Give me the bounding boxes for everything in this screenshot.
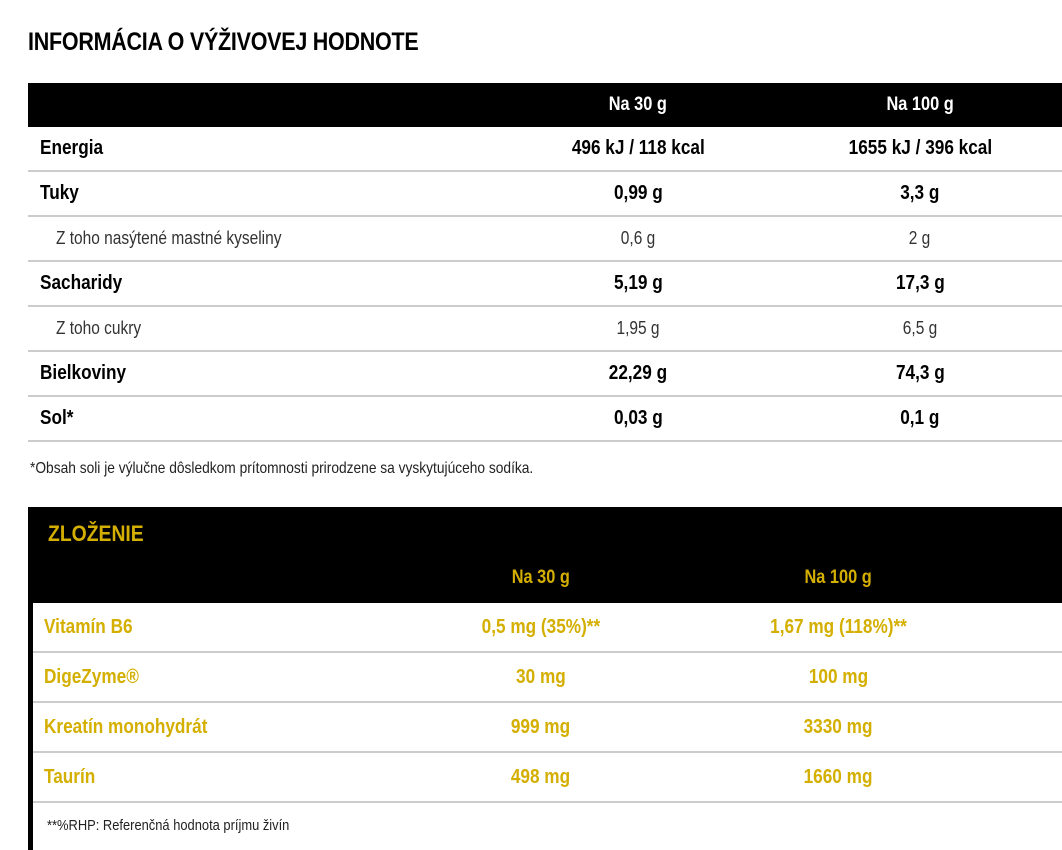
- value-per30: 0,6 g: [620, 228, 656, 248]
- table-row-nasytene: [28, 217, 1062, 262]
- row-label: Kreatín monohydrát: [44, 715, 208, 738]
- value-per30: 0,99 g: [613, 182, 663, 204]
- nutrition-table-header: [28, 83, 1062, 127]
- table-row-sacharidy: [28, 262, 1062, 307]
- value-per30: 999 mg: [511, 715, 571, 738]
- table-row-kreatin: [33, 703, 1062, 753]
- row-label: Energia: [40, 137, 104, 159]
- value-per30: 0,5 mg (35%)**: [481, 615, 601, 638]
- nutrition-table: [28, 83, 1062, 442]
- table-row-bielkoviny: [28, 352, 1062, 397]
- row-label: Vitamín B6: [44, 615, 133, 638]
- row-label: Z toho nasýtené mastné kyseliny: [56, 228, 282, 248]
- table-row-cukry: [28, 307, 1062, 352]
- value-per100: 100 mg: [808, 665, 868, 688]
- row-label: DigeZyme®: [44, 665, 139, 688]
- header-per30: Na 30 g: [511, 567, 570, 588]
- table-row-tuky: [28, 172, 1062, 217]
- row-label: Z toho cukry: [56, 318, 142, 338]
- value-per100: 1,67 mg (118%)**: [769, 615, 907, 638]
- header-per100: Na 100 g: [804, 567, 872, 588]
- header-per30: Na 30 g: [608, 94, 668, 115]
- table-row-digezyme: [33, 653, 1062, 703]
- composition-title: ZLOŽENIE: [48, 521, 144, 546]
- salt-footnote: *Obsah soli je výlučne dôsledkom prítomnosti prirodzene sa vyskytujúceho sodíka.: [30, 460, 534, 477]
- value-per100: 0,1 g: [900, 407, 940, 429]
- value-per100: 6,5 g: [902, 318, 938, 338]
- table-row-vitamin-b6: [33, 603, 1062, 653]
- value-per30: 496 kJ / 118 kcal: [571, 137, 705, 159]
- value-per100: 74,3 g: [895, 362, 945, 384]
- value-per30: 30 mg: [516, 665, 566, 688]
- header-label-cell: [28, 96, 498, 114]
- table-row-taurin: [33, 753, 1062, 803]
- page-title: INFORMÁCIA O VÝŽIVOVEJ HODNOTE: [28, 28, 419, 56]
- value-per100: 1655 kJ / 396 kcal: [848, 137, 992, 159]
- value-per100: 3330 mg: [803, 715, 873, 738]
- value-per100: 1660 mg: [803, 765, 873, 788]
- value-per30: 22,29 g: [608, 362, 668, 384]
- table-row-energia: [28, 127, 1062, 172]
- rhp-footnote: **%RHP: Referenčná hodnota príjmu živín: [47, 817, 290, 834]
- row-label: Sacharidy: [40, 272, 123, 294]
- row-label: Taurín: [44, 765, 96, 788]
- value-per30: 0,03 g: [613, 407, 663, 429]
- composition-header: [33, 507, 1062, 603]
- composition-table: [28, 507, 1062, 850]
- header-per100: Na 100 g: [886, 94, 954, 115]
- table-row-sol: [28, 397, 1062, 442]
- row-label: Sol*: [40, 407, 74, 429]
- value-per30: 498 mg: [511, 765, 571, 788]
- value-per100: 3,3 g: [900, 182, 940, 204]
- composition-column-headers: [33, 567, 1062, 589]
- value-per30: 1,95 g: [616, 318, 660, 338]
- row-label: Tuky: [40, 182, 79, 204]
- row-label: Bielkoviny: [40, 362, 127, 384]
- value-per100: 17,3 g: [895, 272, 945, 294]
- value-per30: 5,19 g: [613, 272, 663, 294]
- value-per100: 2 g: [909, 228, 931, 248]
